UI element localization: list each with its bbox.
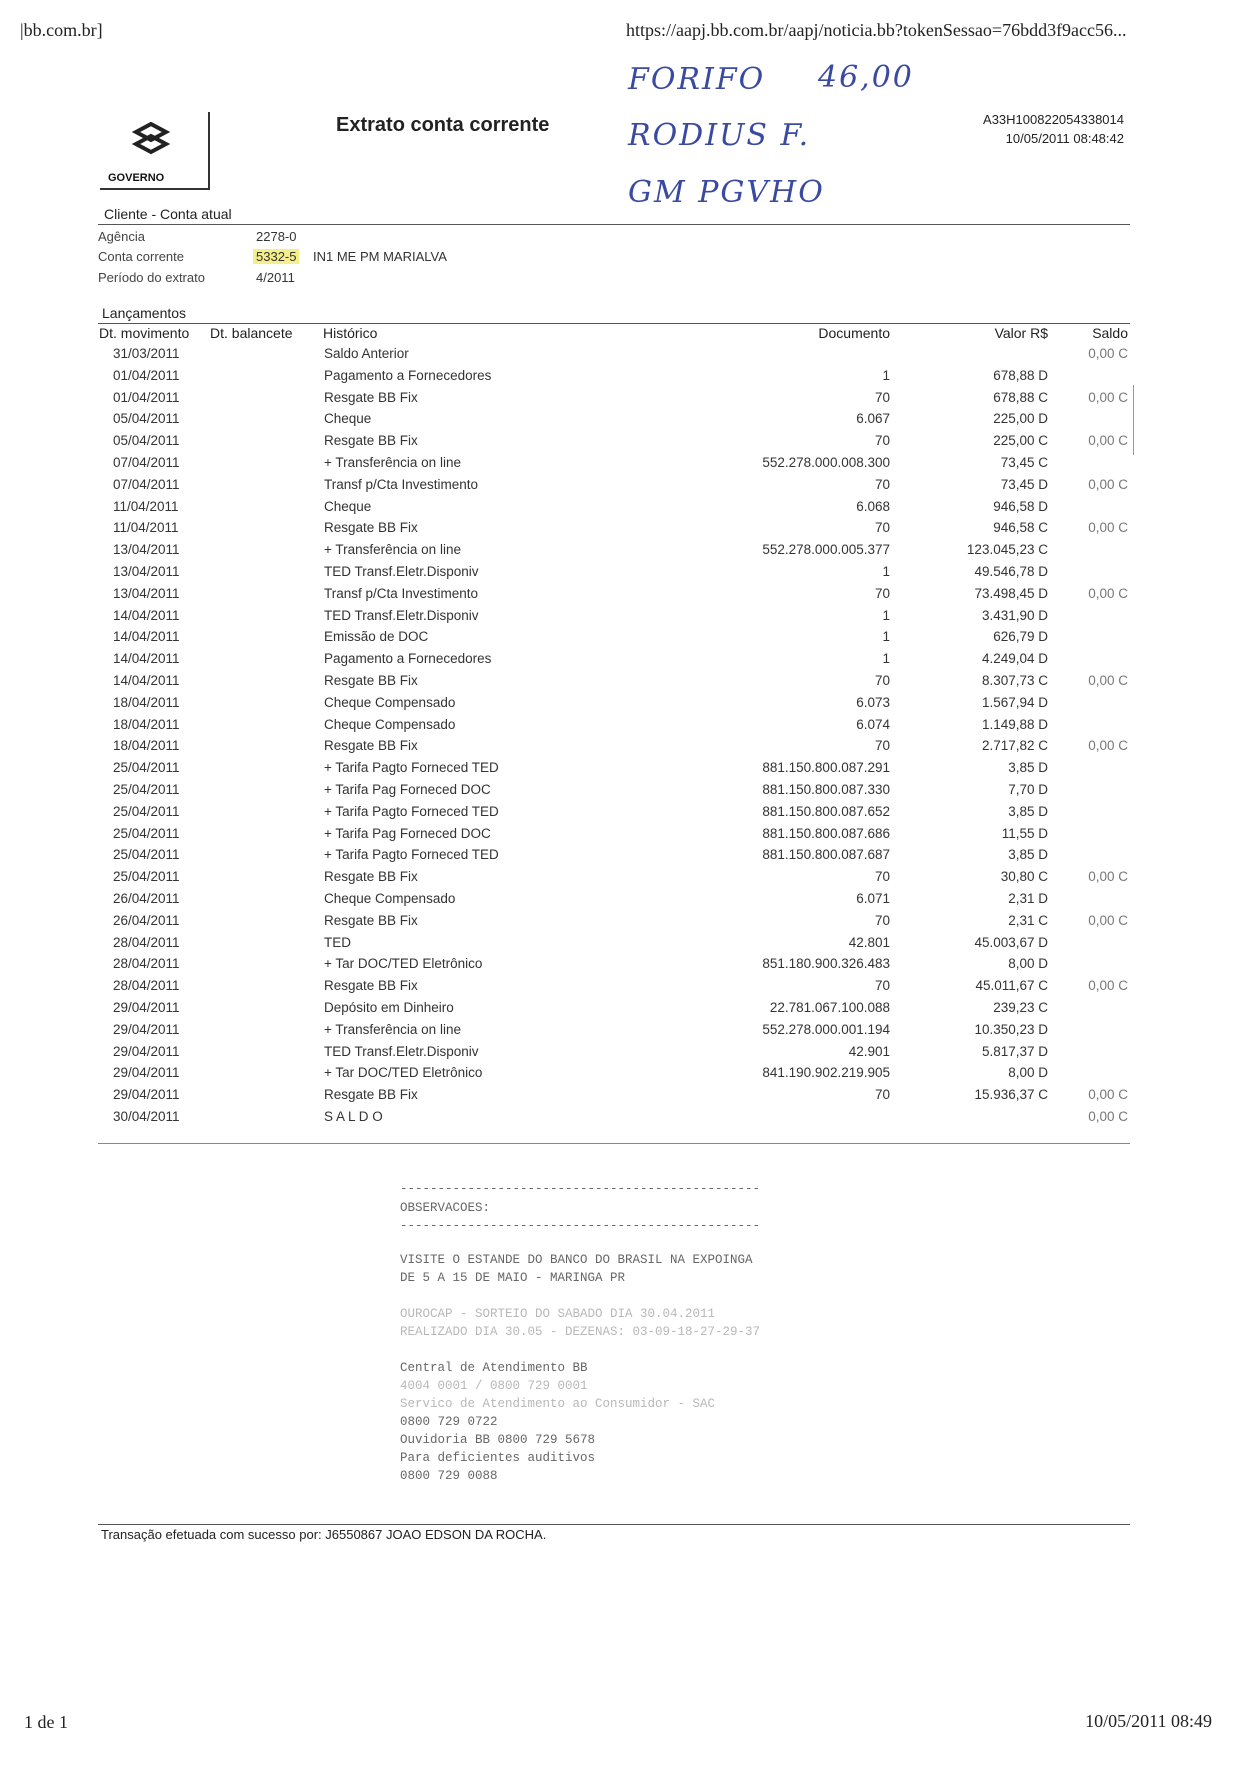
row-documento: 42.801 xyxy=(848,934,890,950)
table-row xyxy=(0,782,1240,804)
row-valor: 10.350,23 D xyxy=(974,1021,1048,1037)
row-valor: 946,58 D xyxy=(993,498,1048,514)
row-valor: 45.011,67 C xyxy=(975,978,1048,994)
row-date: 01/04/2011 xyxy=(113,389,180,405)
row-saldo: 0,00 C xyxy=(1088,912,1128,928)
conta-label: Conta corrente xyxy=(98,249,184,264)
row-saldo: 0,00 C xyxy=(1088,433,1128,449)
row-historico: + Tarifa Pagto Forneced TED xyxy=(324,760,499,776)
row-documento: 552.278.000.008.300 xyxy=(762,455,890,470)
table-row xyxy=(0,433,1240,455)
table-row xyxy=(0,673,1240,695)
print-domain: |bb.com.br] xyxy=(20,20,103,40)
obs-line-9: Ouvidoria BB 0800 729 5678 xyxy=(400,1433,596,1447)
row-date: 01/04/2011 xyxy=(113,367,180,383)
lancamentos-title: Lançamentos xyxy=(102,305,187,321)
row-historico: + Transferência on line xyxy=(324,1021,461,1037)
row-documento: 70 xyxy=(874,476,890,492)
row-saldo: 0,00 C xyxy=(1088,978,1128,994)
row-historico: Resgate BB Fix xyxy=(324,912,418,928)
obs-title: OBSERVACOES: xyxy=(400,1201,491,1215)
row-valor: 73,45 D xyxy=(1000,476,1048,492)
obs-line-6: 4004 0001 / 0800 729 0001 xyxy=(400,1379,588,1393)
table-row xyxy=(0,760,1240,782)
row-documento: 851.180.900.326.483 xyxy=(762,956,890,972)
document-code: A33H100822054338014 xyxy=(983,112,1124,127)
row-date: 18/04/2011 xyxy=(113,694,180,710)
row-valor: 30,80 C xyxy=(1000,869,1048,885)
bank-logo xyxy=(100,112,210,190)
row-historico: TED Transf.Eletr.Disponiv xyxy=(324,1043,479,1059)
row-valor: 7,70 D xyxy=(1008,782,1048,797)
row-valor: 73.498,45 D xyxy=(974,585,1048,601)
row-saldo: 0,00 C xyxy=(1088,476,1128,492)
row-valor: 15.936,37 C xyxy=(974,1087,1048,1103)
row-valor: 8,00 D xyxy=(1008,1065,1048,1081)
print-url: https://aapj.bb.com.br/aapj/noticia.bb?tokenSessao=76bdd3f9acc56... xyxy=(626,20,1127,40)
row-date: 13/04/2011 xyxy=(113,542,180,558)
row-valor: 123.045,23 C xyxy=(966,542,1048,558)
row-historico: S A L D O xyxy=(324,1109,383,1124)
row-documento: 6.073 xyxy=(856,694,890,710)
row-date: 29/04/2011 xyxy=(113,1000,180,1015)
row-documento: 881.150.800.087.291 xyxy=(762,760,890,776)
table-row xyxy=(0,891,1240,913)
obs-line-1: VISITE O ESTANDE DO BANCO DO BRASIL NA EXPOINGA xyxy=(400,1253,753,1267)
table-row xyxy=(0,520,1240,542)
table-row xyxy=(0,608,1240,630)
transaction-note: Transação efetuada com sucesso por: J6550867 JOAO EDSON DA ROCHA. xyxy=(101,1527,547,1542)
row-date: 26/04/2011 xyxy=(113,912,180,928)
row-date: 30/04/2011 xyxy=(113,1109,180,1124)
col-header-dt-movimento: Dt. movimento xyxy=(99,325,190,341)
table-row xyxy=(0,1065,1240,1087)
row-historico: Cheque xyxy=(324,411,372,427)
table-row xyxy=(0,455,1240,477)
page-count: 1 de 1 xyxy=(24,1712,68,1732)
conta-number: 5332-5 xyxy=(253,249,299,264)
obs-line-4: REALIZADO DIA 30.05 - DEZENAS: 03-09-18-27-29-37 xyxy=(400,1325,761,1339)
row-valor: 1.567,94 D xyxy=(981,694,1048,710)
obs-line-2: DE 5 A 15 DE MAIO - MARINGA PR xyxy=(400,1271,626,1285)
row-historico: Cheque xyxy=(324,498,372,514)
row-valor: 5.817,37 D xyxy=(981,1043,1048,1059)
row-historico: Resgate BB Fix xyxy=(324,433,418,449)
row-valor: 3.431,90 D xyxy=(981,607,1048,623)
row-valor: 73,45 C xyxy=(1000,455,1048,470)
table-row xyxy=(0,390,1240,412)
row-valor: 225,00 C xyxy=(993,433,1048,449)
footer-divider xyxy=(98,1524,1130,1525)
row-date: 07/04/2011 xyxy=(113,476,180,492)
row-date: 28/04/2011 xyxy=(113,956,180,972)
row-historico: Transf p/Cta Investimento xyxy=(324,476,479,492)
row-valor: 1.149,88 D xyxy=(981,716,1048,732)
row-valor: 3,85 D xyxy=(1008,760,1048,776)
table-row xyxy=(0,499,1240,521)
table-row xyxy=(0,1087,1240,1109)
obs-line-10: Para deficientes auditivos xyxy=(400,1451,596,1465)
row-documento: 70 xyxy=(874,978,890,994)
bb-logo-icon xyxy=(130,122,172,160)
conta-name: IN1 ME PM MARIALVA xyxy=(313,249,447,264)
row-historico: Depósito em Dinheiro xyxy=(324,1000,454,1015)
obs-line-5: Central de Atendimento BB xyxy=(400,1361,588,1375)
row-historico: Cheque Compensado xyxy=(324,694,456,710)
row-historico: + Tarifa Pagto Forneced TED xyxy=(324,847,499,863)
row-historico: TED Transf.Eletr.Disponiv xyxy=(324,607,479,623)
row-saldo: 0,00 C xyxy=(1088,869,1128,885)
row-date: 25/04/2011 xyxy=(113,803,180,819)
row-date: 13/04/2011 xyxy=(113,585,180,601)
table-row xyxy=(0,978,1240,1000)
row-historico: Resgate BB Fix xyxy=(324,1087,418,1103)
row-valor: 11,55 D xyxy=(1001,825,1048,841)
row-valor: 3,85 D xyxy=(1008,803,1048,819)
row-date: 25/04/2011 xyxy=(113,760,180,776)
row-date: 29/04/2011 xyxy=(113,1021,180,1037)
row-historico: Resgate BB Fix xyxy=(324,869,418,885)
row-historico: + Transferência on line xyxy=(324,455,461,470)
row-documento: 1 xyxy=(882,651,890,667)
row-documento: 70 xyxy=(874,738,890,754)
table-row xyxy=(0,542,1240,564)
row-historico: + Tarifa Pagto Forneced TED xyxy=(324,803,499,819)
obs-line-3: OUROCAP - SORTEIO DO SABADO DIA 30.04.2011 xyxy=(400,1307,716,1321)
col-header-saldo: Saldo xyxy=(1092,325,1128,341)
periodo-label: Período do extrato xyxy=(98,270,205,285)
logo-label: GOVERNO xyxy=(108,172,165,184)
row-date: 14/04/2011 xyxy=(113,651,180,667)
periodo-value: 4/2011 xyxy=(256,270,295,285)
obs-line-11: 0800 729 0088 xyxy=(400,1469,498,1483)
row-historico: Pagamento a Fornecedores xyxy=(324,367,492,383)
row-historico: Cheque Compensado xyxy=(324,716,456,732)
client-section-title: Cliente - Conta atual xyxy=(104,206,232,222)
lancamentos-divider xyxy=(98,323,1130,324)
row-documento: 70 xyxy=(874,912,890,928)
table-row xyxy=(0,1022,1240,1044)
table-row xyxy=(0,956,1240,978)
row-historico: Cheque Compensado xyxy=(324,891,456,906)
row-documento: 552.278.000.001.194 xyxy=(762,1021,890,1037)
table-row xyxy=(0,738,1240,760)
row-documento: 70 xyxy=(874,673,890,688)
row-valor: 678,88 D xyxy=(993,367,1048,383)
table-row xyxy=(0,1000,1240,1022)
row-date: 28/04/2011 xyxy=(113,978,180,994)
row-documento: 70 xyxy=(874,389,890,405)
obs-line-7: Servico de Atendimento ao Consumidor - SAC xyxy=(400,1397,716,1411)
row-documento: 881.150.800.087.330 xyxy=(762,782,890,797)
client-divider xyxy=(98,224,1130,225)
row-saldo: 0,00 C xyxy=(1088,1109,1128,1124)
obs-dashes-top: ------------------------------------------------ xyxy=(400,1182,761,1196)
row-valor: 4.249,04 D xyxy=(981,651,1048,667)
table-row xyxy=(0,368,1240,390)
table-row xyxy=(0,477,1240,499)
row-date: 11/04/2011 xyxy=(113,498,179,514)
row-documento: 42.901 xyxy=(848,1043,890,1059)
row-historico: Saldo Anterior xyxy=(324,346,409,361)
table-row xyxy=(0,826,1240,848)
row-date: 13/04/2011 xyxy=(113,564,180,579)
conta-value xyxy=(253,249,299,264)
row-date: 29/04/2011 xyxy=(113,1065,180,1081)
row-date: 07/04/2011 xyxy=(113,455,180,470)
row-saldo: 0,00 C xyxy=(1088,738,1128,754)
table-end-divider xyxy=(98,1143,1130,1144)
print-datetime: 10/05/2011 08:49 xyxy=(1085,1711,1212,1731)
table-row xyxy=(0,586,1240,608)
row-historico: Emissão de DOC xyxy=(324,629,429,645)
row-valor: 2,31 C xyxy=(1008,912,1048,928)
row-saldo: 0,00 C xyxy=(1088,389,1128,405)
row-historico: Resgate BB Fix xyxy=(324,389,418,405)
row-historico: + Tar DOC/TED Eletrônico xyxy=(324,956,483,972)
handwriting-line3: GM PGVHO xyxy=(628,175,825,210)
row-documento: 70 xyxy=(874,869,890,885)
col-header-documento: Documento xyxy=(818,325,890,341)
row-documento: 1 xyxy=(882,607,890,623)
row-historico: Resgate BB Fix xyxy=(324,978,418,994)
row-valor: 2,31 D xyxy=(1008,891,1048,906)
row-valor: 225,00 D xyxy=(993,411,1048,427)
row-saldo: 0,00 C xyxy=(1088,520,1128,536)
row-date: 29/04/2011 xyxy=(113,1087,180,1103)
row-date: 26/04/2011 xyxy=(113,891,180,906)
row-historico: + Tarifa Pag Forneced DOC xyxy=(324,825,491,841)
row-documento: 1 xyxy=(882,564,890,579)
table-row xyxy=(0,847,1240,869)
row-date: 05/04/2011 xyxy=(113,433,180,449)
handwriting-line2: RODIUS F. xyxy=(628,118,811,153)
row-valor: 239,23 C xyxy=(993,1000,1048,1015)
row-documento: 22.781.067.100.088 xyxy=(769,1000,890,1015)
agencia-value: 2278-0 xyxy=(256,229,297,244)
page-title: Extrato conta corrente xyxy=(336,114,550,136)
row-date: 25/04/2011 xyxy=(113,782,180,797)
row-historico: + Tarifa Pag Forneced DOC xyxy=(324,782,491,797)
handwriting-amount: 46,00 xyxy=(818,60,914,95)
col-header-valor: Valor R$ xyxy=(994,325,1048,341)
table-row xyxy=(0,695,1240,717)
table-row xyxy=(0,804,1240,826)
row-documento: 841.190.902.219.905 xyxy=(762,1065,890,1081)
row-valor: 3,85 D xyxy=(1008,847,1048,863)
row-documento: 70 xyxy=(874,433,890,449)
agencia-label: Agência xyxy=(98,229,145,244)
row-valor: 8.307,73 C xyxy=(981,673,1048,688)
row-documento: 881.150.800.087.652 xyxy=(762,803,890,819)
row-valor: 626,79 D xyxy=(993,629,1048,645)
handwriting-line1: FORIFO xyxy=(628,62,766,97)
row-valor: 49.546,78 D xyxy=(974,564,1048,579)
row-date: 14/04/2011 xyxy=(113,629,180,645)
table-row xyxy=(0,717,1240,739)
row-documento: 6.068 xyxy=(856,498,890,514)
row-historico: TED Transf.Eletr.Disponiv xyxy=(324,564,479,579)
table-row xyxy=(0,913,1240,935)
table-row xyxy=(0,651,1240,673)
row-date: 31/03/2011 xyxy=(113,346,180,361)
row-date: 11/04/2011 xyxy=(113,520,179,536)
row-saldo: 0,00 C xyxy=(1088,585,1128,601)
row-saldo: 0,00 C xyxy=(1088,673,1128,688)
table-row xyxy=(0,629,1240,651)
row-historico: Resgate BB Fix xyxy=(324,673,418,688)
margin-mark xyxy=(1133,385,1134,455)
row-documento: 6.074 xyxy=(856,716,890,732)
table-row xyxy=(0,1044,1240,1066)
row-valor: 2.717,82 C xyxy=(981,738,1048,754)
row-historico: Resgate BB Fix xyxy=(324,520,418,536)
row-date: 29/04/2011 xyxy=(113,1043,180,1059)
row-date: 14/04/2011 xyxy=(113,607,180,623)
row-date: 18/04/2011 xyxy=(113,738,180,754)
row-historico: TED xyxy=(324,934,351,950)
row-documento: 70 xyxy=(874,1087,890,1103)
row-documento: 6.071 xyxy=(856,891,890,906)
row-documento: 552.278.000.005.377 xyxy=(762,542,890,558)
document-datetime: 10/05/2011 08:48:42 xyxy=(1005,131,1124,146)
row-historico: + Tar DOC/TED Eletrônico xyxy=(324,1065,483,1081)
row-date: 05/04/2011 xyxy=(113,411,180,427)
table-row xyxy=(0,935,1240,957)
row-historico: + Transferência on line xyxy=(324,542,461,558)
row-valor: 8,00 D xyxy=(1008,956,1048,972)
obs-dashes-bottom: ------------------------------------------------ xyxy=(400,1219,761,1233)
row-date: 25/04/2011 xyxy=(113,847,180,863)
table-row xyxy=(0,564,1240,586)
row-documento: 6.067 xyxy=(856,411,890,427)
col-header-dt-balancete: Dt. balancete xyxy=(210,325,293,341)
row-documento: 881.150.800.087.686 xyxy=(762,825,890,841)
table-row xyxy=(0,346,1240,368)
obs-line-8: 0800 729 0722 xyxy=(400,1415,498,1429)
row-date: 25/04/2011 xyxy=(113,869,180,885)
row-documento: 70 xyxy=(874,585,890,601)
row-documento: 70 xyxy=(874,520,890,536)
row-historico: Pagamento a Fornecedores xyxy=(324,651,492,667)
row-saldo: 0,00 C xyxy=(1088,1087,1128,1103)
row-valor: 946,58 C xyxy=(993,520,1048,536)
row-valor: 45.003,67 D xyxy=(974,934,1048,950)
row-documento: 1 xyxy=(882,629,890,645)
table-row xyxy=(0,1109,1240,1131)
row-date: 18/04/2011 xyxy=(113,716,180,732)
row-historico: Resgate BB Fix xyxy=(324,738,418,754)
row-date: 14/04/2011 xyxy=(113,673,180,688)
row-date: 25/04/2011 xyxy=(113,825,180,841)
row-historico: Transf p/Cta Investimento xyxy=(324,585,479,601)
col-header-historico: Histórico xyxy=(323,325,378,341)
row-documento: 881.150.800.087.687 xyxy=(762,847,890,863)
row-date: 28/04/2011 xyxy=(113,934,180,950)
row-saldo: 0,00 C xyxy=(1088,346,1128,361)
row-valor: 678,88 C xyxy=(993,389,1048,405)
table-row xyxy=(0,869,1240,891)
table-row xyxy=(0,411,1240,433)
row-documento: 1 xyxy=(882,367,890,383)
